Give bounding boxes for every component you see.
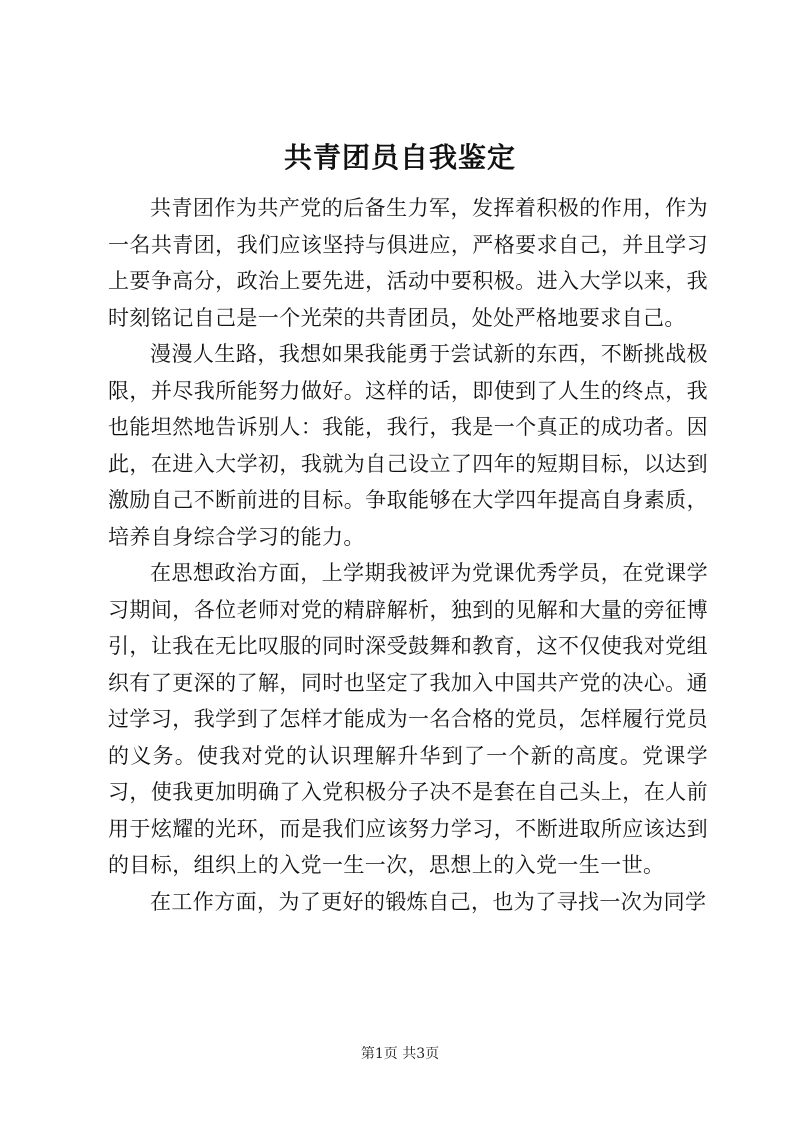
paragraph-4: 在工作方面，为了更好的锻炼自己，也为了寻找一次为同学 [150, 889, 707, 914]
paragraph-1: 共青团作为共产党的后备生力军，发挥着积极的作用，作为一名共青团，我们应该坚持与俱进应，严格要求自己，并且学习上要争高分，政治上要先进，活动中要积极。进入大学以来，我时刻铭记自己是一个光荣的共青团员，处处严格地要求自己。 [108, 196, 708, 330]
document-body [108, 190, 708, 920]
page-footer: 第1页 共3页 [360, 1046, 440, 1062]
paragraph-2: 漫漫人生路，我想如果我能勇于尝试新的东西，不断挑战极限，并尽我所能努力做好。这样的话，即使到了人生的终点，我也能坦然地告诉别人：我能，我行，我是一个真正的成功者。因此，在进入大学初，我就为自己设立了四年的短期目标，以达到激励自己不断前进的目标。争取能够在大学四年提高自身素质，培养自身综合学习的能力。 [108, 342, 708, 549]
document-title: 共青团员自我鉴定 [283, 141, 516, 174]
paragraph-3: 在思想政治方面，上学期我被评为党课优秀学员，在党课学习期间，各位老师对党的精辟解析，独到的见解和大量的旁征博引，让我在无比叹服的同时深受鼓舞和教育，这不仅使我对党组织有了更深的了解，同时也坚定了我加入中国共产党的决心。通过学习，我学到了怎样才能成为一名合格的党员，怎样履行党员的义务。使我对党的认识理解升华到了一个新的高度。党课学习，使我更加明确了入党积极分子决不是套在自己头上，在人前用于炫耀的光环，而是我们应该努力学习，不断进取所应该达到的目标，组织上的入党一生一次，思想上的入党一生一世。 [108, 561, 708, 877]
